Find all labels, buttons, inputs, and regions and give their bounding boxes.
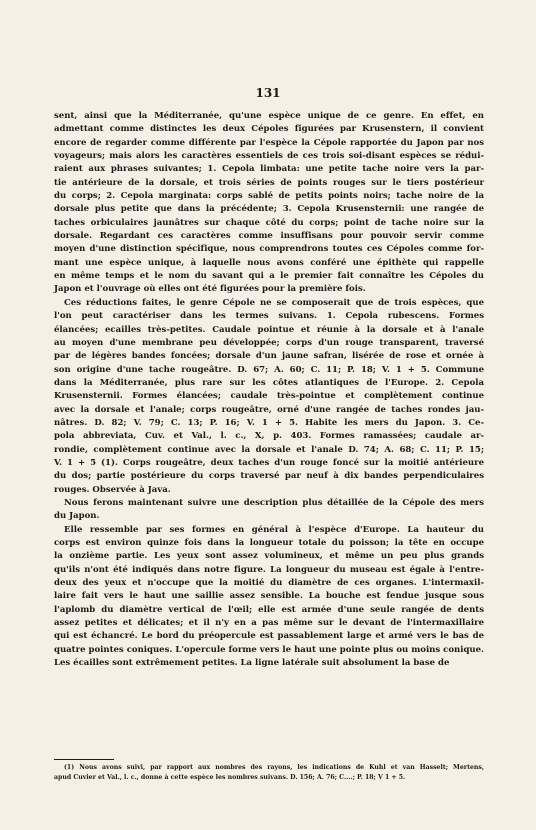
text-line: voyageurs; mais alors les caractères essentiels de ces trois soi-disant espèces se rédui- xyxy=(54,151,484,162)
text-line: dorsale plus petite que dans la précédente; 3. Cepola Krusensternii: une rangée de xyxy=(54,204,484,215)
text-line: deux des yeux et n'occupe que la moitié du diamètre de ces organes. L'intermaxil- xyxy=(54,578,484,589)
text-line: mant une espèce unique, à laquelle nous avons conféré une épithète qui rappelle xyxy=(54,257,484,268)
paragraph xyxy=(54,110,484,297)
paragraph xyxy=(54,497,484,524)
footnote-rule xyxy=(54,759,114,760)
text-line: pola abbreviata, Cuv. et Val., l. c., X, p. 403. Formes ramassées; caudale ar- xyxy=(54,431,484,442)
text-line: avec la dorsale et l'anale; corps rougeâtre, orné d'une rangée de taches rondes jau- xyxy=(54,404,484,415)
text-line: encore de regarder comme différente par l'espèce la Cépole rapportée du Japon par nos xyxy=(54,137,484,148)
text-line: la onzième partie. Les yeux sont assez volumineux, et même un peu plus grands xyxy=(54,551,484,562)
text-line: quatre pointes coniques. L'opercule forme vers le haut une pointe plus ou moins conique. xyxy=(54,644,484,655)
text-line: dorsale. Regardant ces caractères comme insuffisans pour pouvoir servir comme xyxy=(54,231,484,242)
text-line: raient aux phrases suivantes; 1. Cepola limbata: une petite tache noire vers la par- xyxy=(54,164,484,175)
text-line: élancées; ecailles très-petites. Caudale pointue et réunie à la dorsale et à l'anale xyxy=(54,324,484,335)
page-number: 131 xyxy=(255,86,281,100)
text-line: son origine d'une tache rougeâtre. D. 67; A. 60; C. 11; P. 18; V. 1 + 5. Commune xyxy=(54,364,484,375)
text-line: Krusensternii. Formes élancées; caudale très-pointue et complètement continue xyxy=(54,391,484,402)
text-line: du corps; 2. Cepola marginata: corps sablé de petits points noirs; tache noire de la xyxy=(54,191,484,202)
text-line: V. 1 + 5 (1). Corps rougeâtre, deux taches d'un rouge foncé sur la moitié antérieure xyxy=(54,457,484,468)
text-line: dans la Méditerranée, plus rare sur les côtes atlantiques de l'Europe. 2. Cepola xyxy=(54,377,484,388)
paragraph xyxy=(54,524,484,671)
text-line: par de légères bandes foncées; dorsale d'un jaune safran, lisérée de rose et ornée à xyxy=(54,351,484,362)
text-line: au moyen d'une membrane peu développée; corps d'un rouge transparent, traversé xyxy=(54,337,484,348)
text-line: laire fait vers le haut une saillie assez sensible. La bouche est fendue jusque sous xyxy=(54,591,484,602)
text-line: en même temps et le nom du savant qui a le premier fait connaître les Cépoles du xyxy=(54,271,484,282)
text-line: Ces réductions faites, le genre Cépole ne se composerait que de trois espèces, que xyxy=(64,297,484,308)
text-line: moyen d'une distinction spécifique, nous comprendrons toutes ces Cépoles comme for- xyxy=(54,244,484,255)
text-line: qu'ils n'ont été indiqués dans notre figure. La longueur du museau est égale à l'entre- xyxy=(54,564,484,575)
body-text xyxy=(54,110,484,670)
text-line: tie antérieure de la dorsale, et trois séries de points rouges sur le tiers postérieur xyxy=(54,177,484,188)
text-line: l'aplomb du diamètre vertical de l'œil; elle est armée d'une seule rangée de dents xyxy=(54,604,484,615)
text-line: Les écailles sont extrêmement petites. La ligne latérale suit absolument la base de xyxy=(54,658,450,669)
paragraph xyxy=(54,297,484,497)
text-line: admettant comme distinctes les deux Cépoles figurées par Krusenstern, il convient xyxy=(54,124,484,135)
text-line: rondie, complètement continue avec la dorsale et l'anale D. 74; A. 68; C. 11; P. 15; xyxy=(54,444,484,455)
text-line: nâtres. D. 82; V. 79; C. 13; P. 16; V. 1 + 5. Habite les mers du Japon. 3. Ce- xyxy=(54,417,484,428)
text-line: Japon et l'ouvrage où elles ont été figurées pour la première fois. xyxy=(54,284,366,295)
text-line: qui est échancré. Le bord du préopercule est passablement large et armé vers le bas de xyxy=(54,631,484,642)
text-line: Elle ressemble par ses formes en général à l'espèce d'Europe. La hauteur du xyxy=(64,524,484,535)
text-line: sent, ainsi que la Méditerranée, qu'une espèce unique de ce genre. En effet, en xyxy=(54,111,484,121)
footnote xyxy=(54,763,484,783)
text-line: du dos; partie postérieure du corps traversé par neuf à dix bandes perpendiculaires xyxy=(54,471,484,482)
text-line: Nous ferons maintenant suivre une description plus détaillée de la Cépole des mers xyxy=(64,497,484,508)
footnote-line: (1) Nous avons suivi, par rapport aux nombres des rayons, les indications de Kuhl et van Hasselt; Mertens, xyxy=(64,764,484,771)
text-line: taches orbiculaires jaunâtres sur chaque côté du corps; point de tache noire sur la xyxy=(54,217,484,228)
text-line: assez petites et délicates; et il n'y en a pas même sur le devant de l'intermaxillaire xyxy=(54,618,484,629)
text-line: corps est environ quinze fois dans la longueur totale du poisson; la tête en occupe xyxy=(54,538,484,548)
text-line: du Japon. xyxy=(54,511,100,522)
text-line: rouges. Observée à Java. xyxy=(54,484,171,495)
text-line: l'on peut caractériser dans les termes suivans. 1. Cepola rubescens. Formes xyxy=(54,311,484,322)
footnote-line: apud Cuvier et Val., l. c., donne à cette espèce les nombres suivans. D. 156; A. 76; C....; P. 18; V 1 + 5. xyxy=(54,774,406,782)
